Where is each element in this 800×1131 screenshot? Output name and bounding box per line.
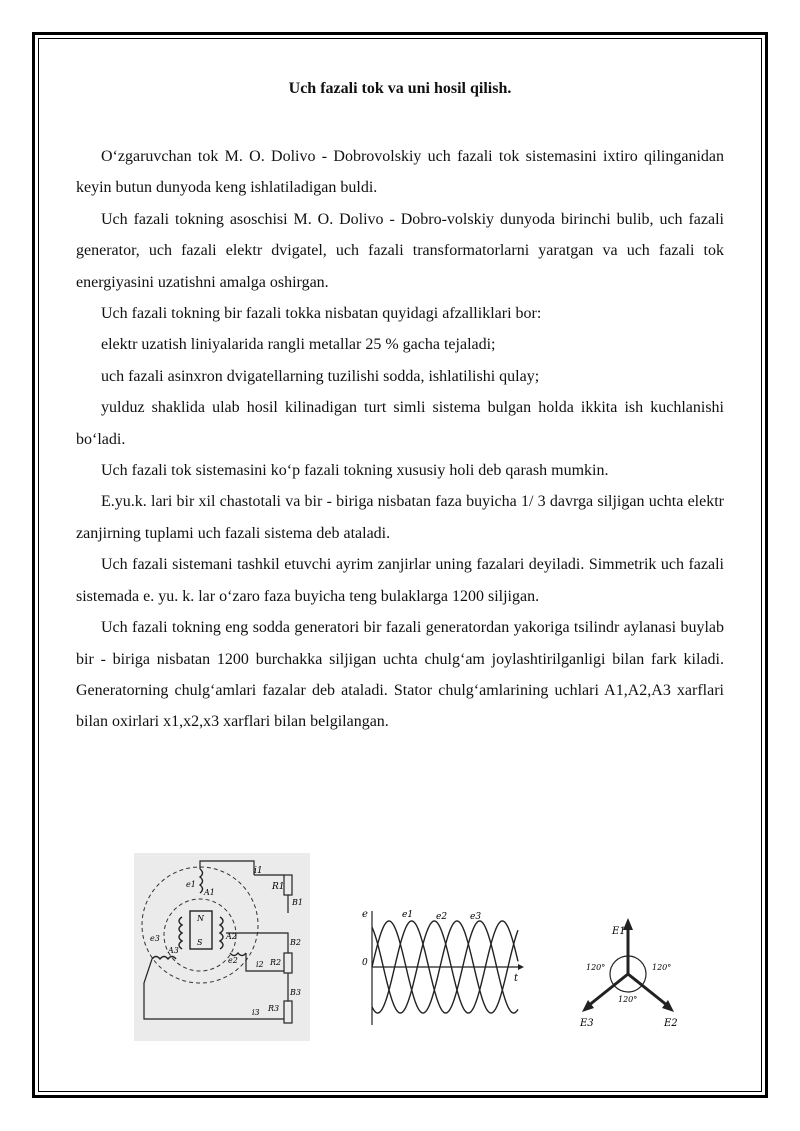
label-R2: R2	[270, 958, 282, 967]
vector-label-E3: E3	[580, 1018, 594, 1029]
paragraph: Uch fazali tokning bir fazali tokka nisbatan quyidagi afzalliklari bor:	[101, 305, 542, 323]
generator-diagram	[134, 853, 310, 1041]
document-title: Uch fazali tok va uni hosil qilish.	[288, 80, 512, 97]
vector-label-E2: E2	[664, 1018, 678, 1029]
paragraph: Uch fazali tokning eng sodda generatori bir fazali generatordan yakoriga tsilindr aylanasi buylab bir - biriga nisbatan 1200 burchakka siljigan uchta chulg‘am joylashtirilganligi bilan fark kiladi. Generatorning chulg‘amlari fazalar deb ataladi. Stator chulg‘amlarining uchlari A1,A2,A3 xarflari bilan oxirlari x1,x2,x3 xarflari bilan belgilangan.	[76, 619, 724, 731]
vector-label-E1: E1	[612, 926, 626, 937]
angle-label-left: 120°	[586, 963, 606, 972]
axis-label-e: e	[362, 909, 368, 920]
label-B1: B1	[292, 898, 303, 907]
label-B3: B3	[290, 988, 301, 997]
label-e3: e3	[150, 934, 160, 943]
label-e1: e1	[186, 880, 196, 889]
series-label-e3: e3	[470, 912, 482, 922]
series-label-e2: e2	[436, 912, 448, 922]
paragraph: E.yu.k. lari bir xil chastotali va bir - biriga nisbatan faza buyicha 1/ 3 davrga siljigan uchta elektr zanjirning tuplami uch fazali sistema deb ataladi.	[76, 493, 724, 542]
paragraph: uch fazali asinxron dvigatellarning tuzilishi sodda, ishlatilishi qulay;	[101, 367, 540, 385]
phasor-diagram	[568, 912, 690, 1032]
paragraph: Uch fazali tok sistemasini ko‘p fazali tokning xususiy holi deb qarash mumkin.	[101, 462, 609, 480]
paragraph: elektr uzatish liniyalarida rangli metallar 25 % gacha tejaladi;	[101, 336, 496, 354]
label-S: S	[197, 938, 203, 947]
axis-label-t: t	[514, 973, 519, 984]
sine-waves-diagram	[358, 905, 530, 1030]
angle-label-bottom: 120°	[618, 995, 638, 1004]
series-label-e1: e1	[402, 910, 414, 920]
label-R1: R1	[272, 882, 285, 892]
angle-label-right: 120°	[652, 963, 672, 972]
paragraph: Uch fazali sistemani tashkil etuvchi ayrim zanjirlar uning fazalari deyiladi. Simmetrik uch fazali sistemada e. yu. k. lar o‘zaro faza buyicha teng bulaklarga 1200 siljigan.	[76, 556, 724, 605]
label-A2: A2	[226, 932, 237, 941]
label-i2: i2	[256, 960, 264, 969]
label-N: N	[197, 914, 204, 923]
paragraph: yulduz shaklida ulab hosil kilinadigan turt simli sistema bulgan holda ikkita ish kuchlanishi bo‘ladi.	[76, 399, 724, 448]
label-i3: i3	[252, 1008, 260, 1017]
label-R3: R3	[268, 1004, 280, 1013]
label-A3: A3	[168, 946, 179, 955]
origin-label: 0	[362, 958, 368, 968]
label-e2: e2	[228, 956, 238, 965]
label-B2: B2	[290, 938, 301, 947]
label-i1: i1	[254, 866, 263, 876]
label-A1: A1	[204, 888, 215, 897]
paragraph: Uch fazali tokning asoschisi M. O. Dolivo - Dobro-volskiy dunyoda birinchi bulib, uch fazali generator, uch fazali elektr dvigatel, uch fazali transformatorlarni yaratgan va uch fazali tok energiyasini uzatishni amalga oshirgan.	[76, 210, 724, 291]
paragraph: O‘zgaruvchan tok M. O. Dolivo - Dobrovolskiy uch fazali tok sistemasini ixtiro qilinganidan keyin butun dunyoda keng ishlatiladigan buldi.	[76, 148, 724, 197]
document-body	[76, 141, 724, 738]
